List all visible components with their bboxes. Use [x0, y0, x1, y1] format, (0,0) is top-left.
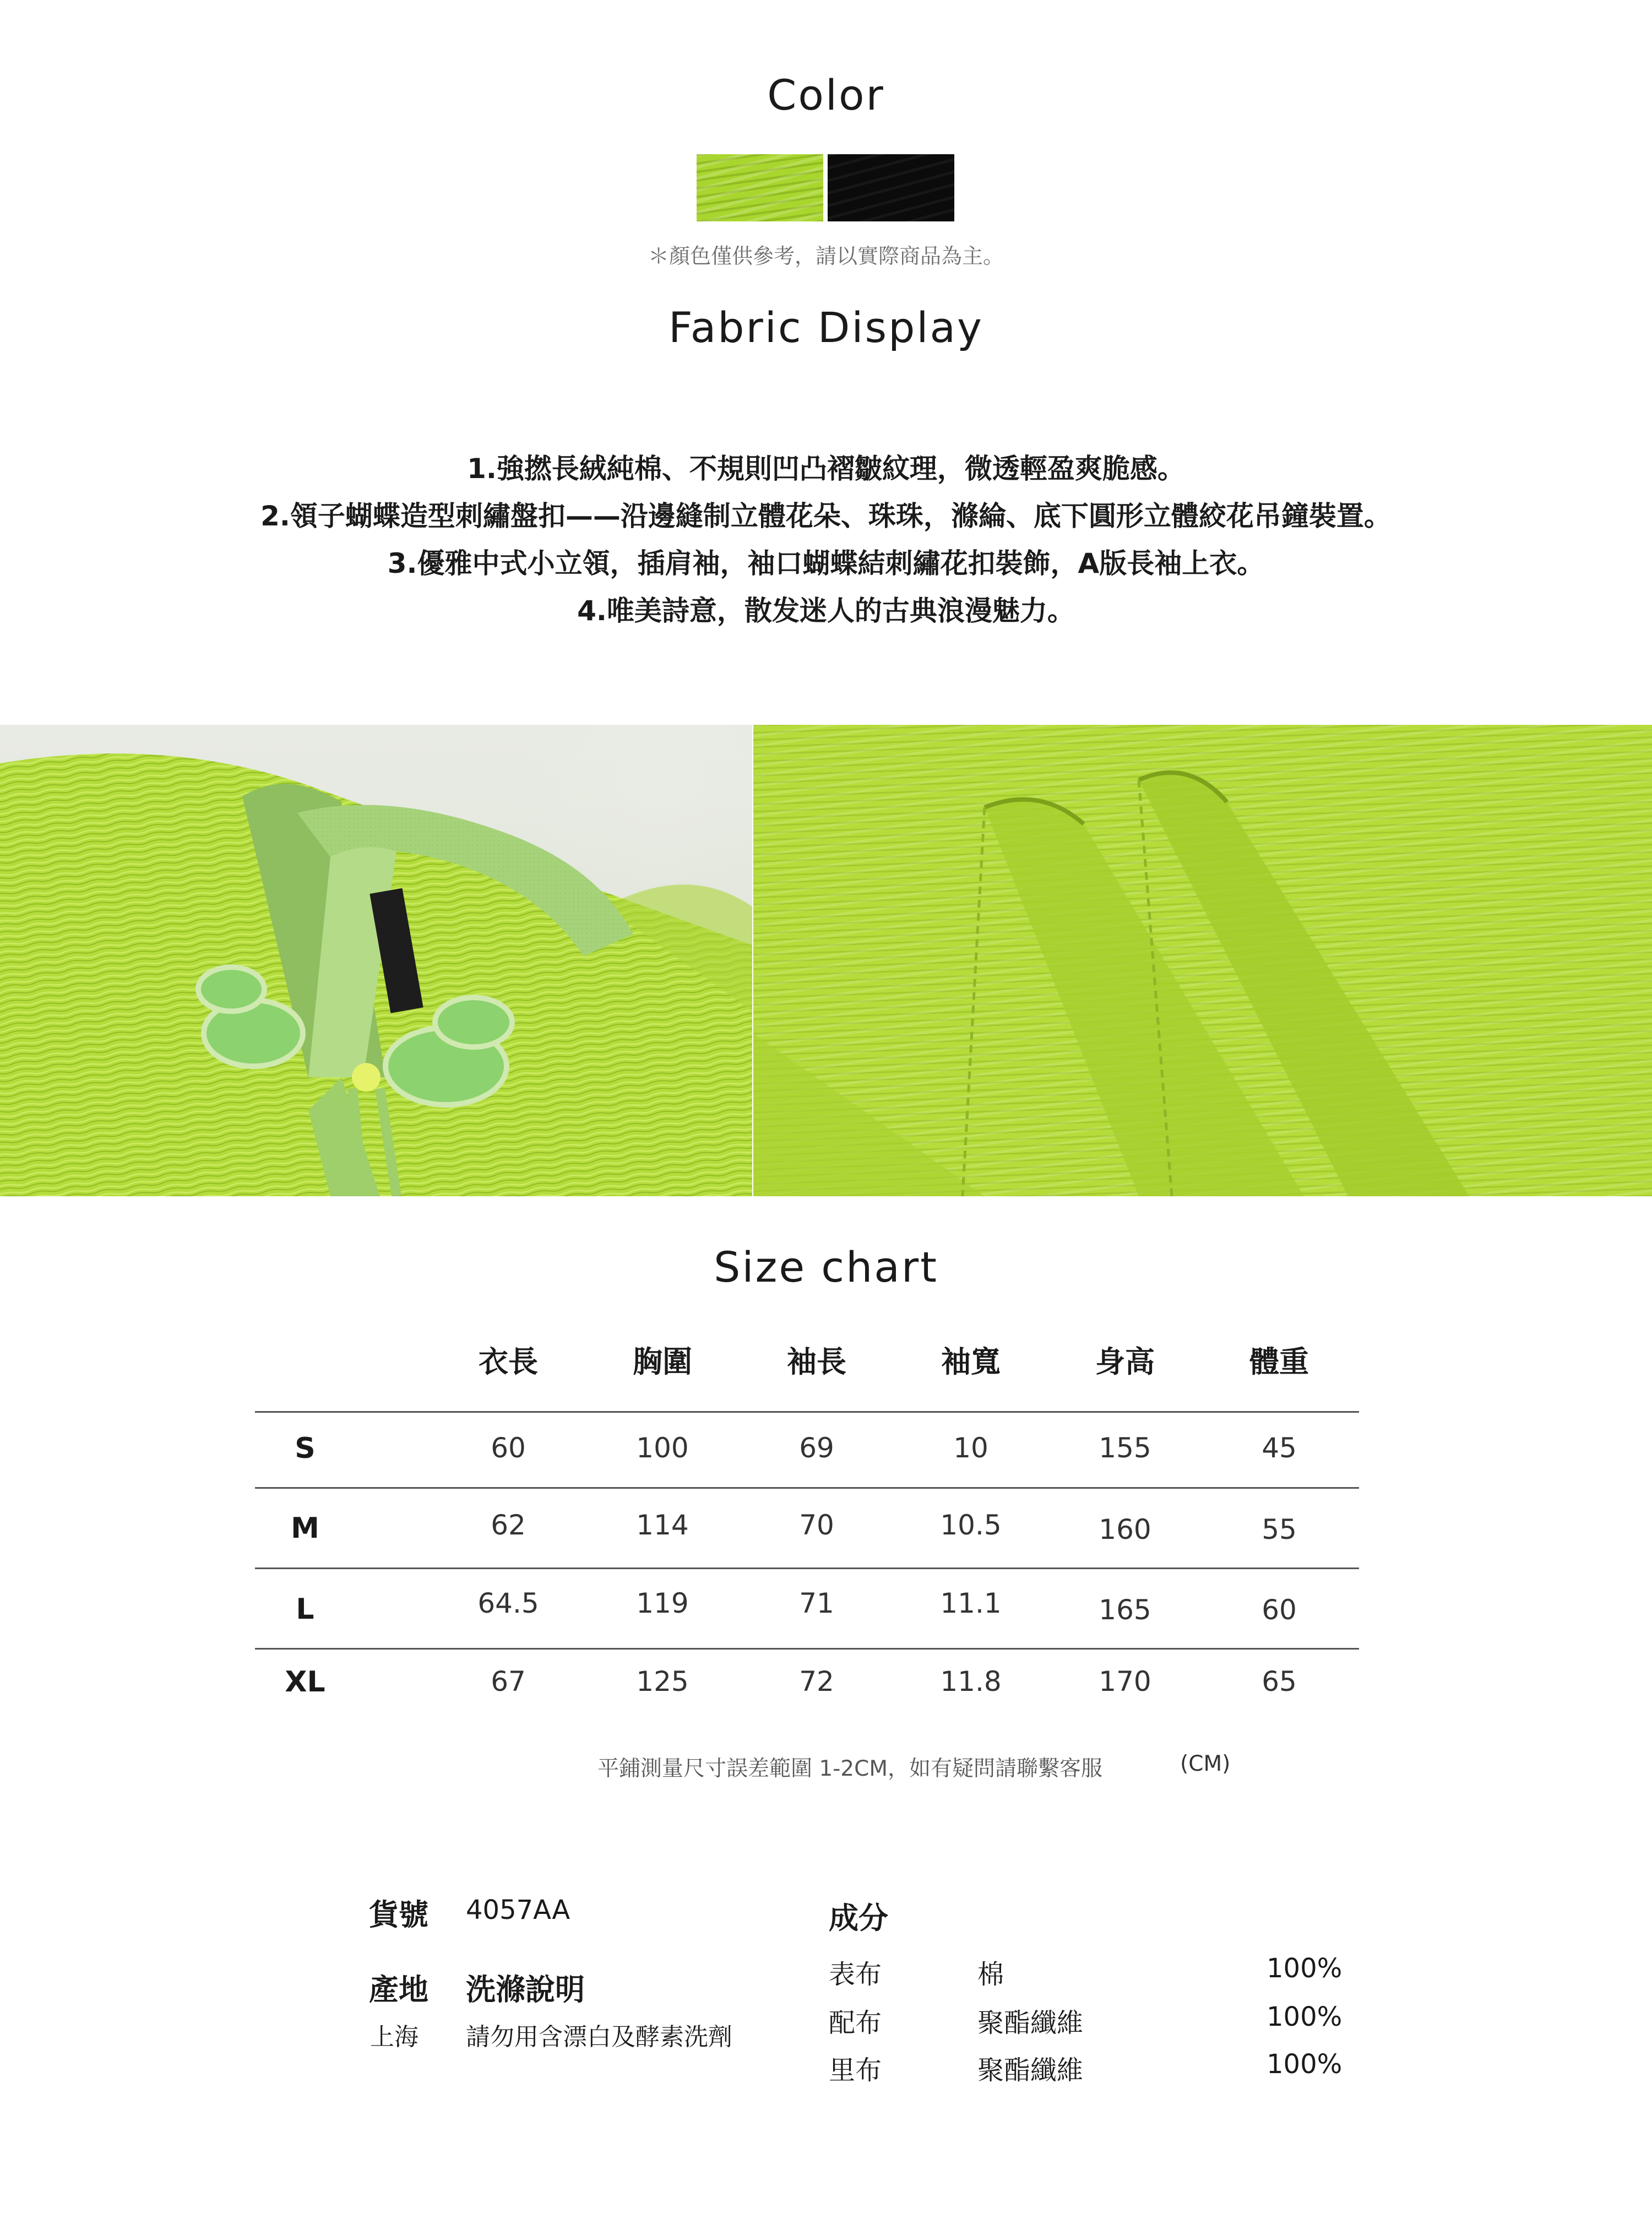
header-sleeve-length: 袖長 [787, 1344, 846, 1379]
composition-part: 配布 [829, 2008, 882, 2038]
table-cell: 114 [636, 1509, 689, 1541]
fabric-line-1: 1.強撚長絨純棉、不規則凹凸褶皺紋理，微透輕盈爽脆感。 [467, 453, 1185, 485]
table-cell: 65 [1262, 1666, 1297, 1697]
composition-material: 聚酯纖維 [977, 2008, 1084, 2038]
table-cell: 125 [636, 1666, 689, 1697]
table-cell: 155 [1099, 1432, 1151, 1464]
table-cell: 100 [636, 1432, 689, 1464]
table-cell: 62 [491, 1509, 526, 1541]
origin-label: 產地 [369, 1972, 428, 2007]
color-swatch-green[interactable] [697, 154, 823, 221]
table-cell: 10 [953, 1432, 988, 1464]
table-cell: 64.5 [477, 1587, 539, 1619]
table-cell: 67 [491, 1666, 526, 1697]
fabric-line-4: 4.唯美詩意，散发迷人的古典浪漫魅力。 [577, 595, 1075, 627]
size-chart-title: Size chart [714, 1243, 938, 1292]
table-cell: 119 [636, 1587, 689, 1619]
table-divider [255, 1567, 1359, 1569]
collar-detail-illustration [0, 725, 752, 1196]
fabric-section-title: Fabric Display [669, 303, 983, 352]
color-disclaimer: ＊顏色僅供參考，請以實際商品為主。 [648, 244, 1004, 268]
table-cell: 70 [799, 1509, 834, 1541]
header-length: 衣長 [479, 1344, 538, 1379]
composition-part: 里布 [829, 2055, 882, 2086]
table-cell: 69 [799, 1432, 834, 1464]
collar-detail-photo [0, 725, 752, 1196]
fabric-line-3: 3.優雅中式小立領，插肩袖，袖口蝴蝶結刺繡花扣裝飾，A版長袖上衣。 [387, 547, 1265, 579]
table-cell: 72 [799, 1666, 834, 1697]
table-cell: 60 [1262, 1594, 1297, 1626]
item-no-label: 貨號 [369, 1897, 428, 1932]
size-unit: (CM) [1180, 1751, 1231, 1776]
size-label-s: S [295, 1432, 316, 1465]
table-cell: 11.8 [940, 1666, 1002, 1697]
header-weight: 體重 [1249, 1344, 1309, 1379]
color-swatch-black[interactable] [828, 154, 954, 221]
table-cell: 170 [1099, 1666, 1151, 1697]
table-cell: 55 [1262, 1514, 1297, 1545]
header-sleeve-width: 袖寬 [941, 1344, 1001, 1379]
hem-detail-photo [753, 725, 1652, 1196]
header-chest: 胸圍 [633, 1344, 692, 1379]
hem-detail-illustration [753, 725, 1652, 1196]
origin-value: 上海 [370, 2023, 419, 2051]
size-label-xl: XL [285, 1666, 325, 1699]
table-cell: 165 [1099, 1594, 1151, 1626]
composition-percent: 100% [1267, 1953, 1343, 1984]
composition-material: 棉 [977, 1959, 1004, 1990]
table-cell: 10.5 [940, 1509, 1002, 1541]
size-measurement-note: 平鋪測量尺寸誤差範圍 1-2CM，如有疑問請聯繫客服 [597, 1756, 1102, 1781]
composition-percent: 100% [1267, 2049, 1343, 2080]
size-label-m: M [291, 1512, 319, 1545]
table-cell: 71 [799, 1587, 834, 1619]
table-cell: 160 [1099, 1514, 1151, 1545]
size-label-l: L [296, 1593, 314, 1626]
table-divider [255, 1487, 1359, 1489]
composition-percent: 100% [1267, 2002, 1343, 2032]
table-cell: 45 [1262, 1432, 1297, 1464]
item-no-value: 4057AA [466, 1895, 570, 1925]
composition-part: 表布 [829, 1959, 882, 1990]
table-divider [255, 1411, 1359, 1413]
header-height: 身高 [1095, 1344, 1155, 1379]
table-cell: 60 [491, 1432, 526, 1464]
composition-label: 成分 [829, 1901, 888, 1935]
fabric-line-2: 2.領子蝴蝶造型刺繡盤扣——沿邊縫制立體花朵、珠珠，滌綸、底下圓形立體絞花吊鐘裝置。 [260, 500, 1392, 532]
wash-label: 洗滌說明 [466, 1972, 585, 2007]
fabric-description [0, 445, 1652, 634]
wash-text: 請勿用含漂白及酵素洗劑 [466, 2023, 732, 2051]
color-section-title: Color [767, 70, 885, 120]
table-cell: 11.1 [940, 1587, 1002, 1619]
table-divider [255, 1648, 1359, 1650]
composition-material: 聚酯纖維 [977, 2055, 1084, 2086]
